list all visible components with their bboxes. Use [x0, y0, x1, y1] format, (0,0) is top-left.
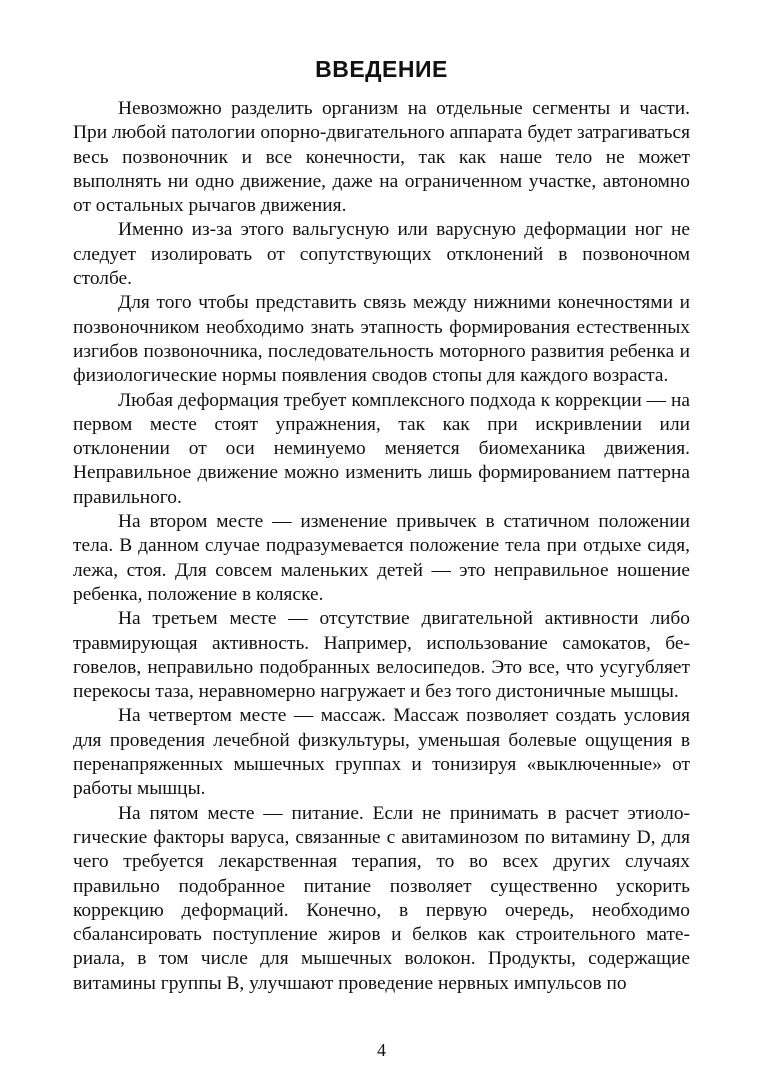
paragraph-3: Для того чтобы представить связь между нижними конечностями и позвоночником необходимо знать этапность формирования естественных изгибов позвоночника, последовательность моторного развития ребенка и физиологические нормы появления сводов стопы для каждого возраста.	[73, 292, 690, 387]
paragraph-6: На третьем месте — отсутствие двигательной активности либо травмирующая активность. Например, использование самокатов, беговелов, неправильно подобранных велосипедов. Это все, что усугубляет перекосы таза, неравномерно нагружает и без того дистоничные мышцы.	[73, 608, 690, 703]
document-page	[73, 0, 690, 1079]
body-text	[73, 97, 690, 996]
paragraph-4: Любая деформация требует комплексного подхода к коррекции — на первом месте стоят упражнения, так как при искривлении или отклонении от оси неминуемо меняется биомеханика движения. Неправильное движение можно изменить лишь формированием паттерна правильного.	[73, 389, 690, 508]
paragraph-7: На четвертом месте — массаж. Массаж позволяет создать условия для проведения лечебной физкультуры, уменьшая болевые ощущения в перенапряженных мышечных группах и тонизируя «выключенные» от работы мышцы.	[73, 705, 690, 800]
paragraph-2: Именно из-за этого вальгусную или варусную деформации ног не следует изолировать от сопутствующих отклонений в позвоночном столбе.	[73, 219, 690, 290]
paragraph-5: На втором месте — изменение привычек в статичном положении тела. В данном случае подразумевается положение тела при отдыхе сидя, лежа, стоя. Для совсем маленьких детей — это неправильное ношение ребенка, положение в коляске.	[73, 511, 690, 605]
paragraph-1: Невозможно разделить организм на отдельные сегменты и части. При любой патологии опорно-двигательного аппарата будет затрагиваться весь позвоночник и все конечности, так как наше тело не может выполнять ни одно движение, даже на ограниченном участке, автономно от остальных рычагов движения.	[73, 98, 690, 217]
paragraph-8: На пятом месте — питание. Если не принимать в расчет этиологические факторы варуса, связанные с авитаминозом по витамину D, для чего требуется лекарственная терапия, то во всех других случаях правильно подобранное питание позволяет существенно ускорить коррекцию деформаций. Конечно, в первую очередь, необходимо сбалансировать поступление жиров и белков как строительного материала, в том числе для мышечных волокон. Продукты, содержащие витамины группы B, улучшают проведение нервных импульсов по	[73, 802, 690, 994]
page-number: 4	[377, 1040, 386, 1060]
chapter-heading: ВВЕДЕНИЕ	[315, 56, 448, 82]
